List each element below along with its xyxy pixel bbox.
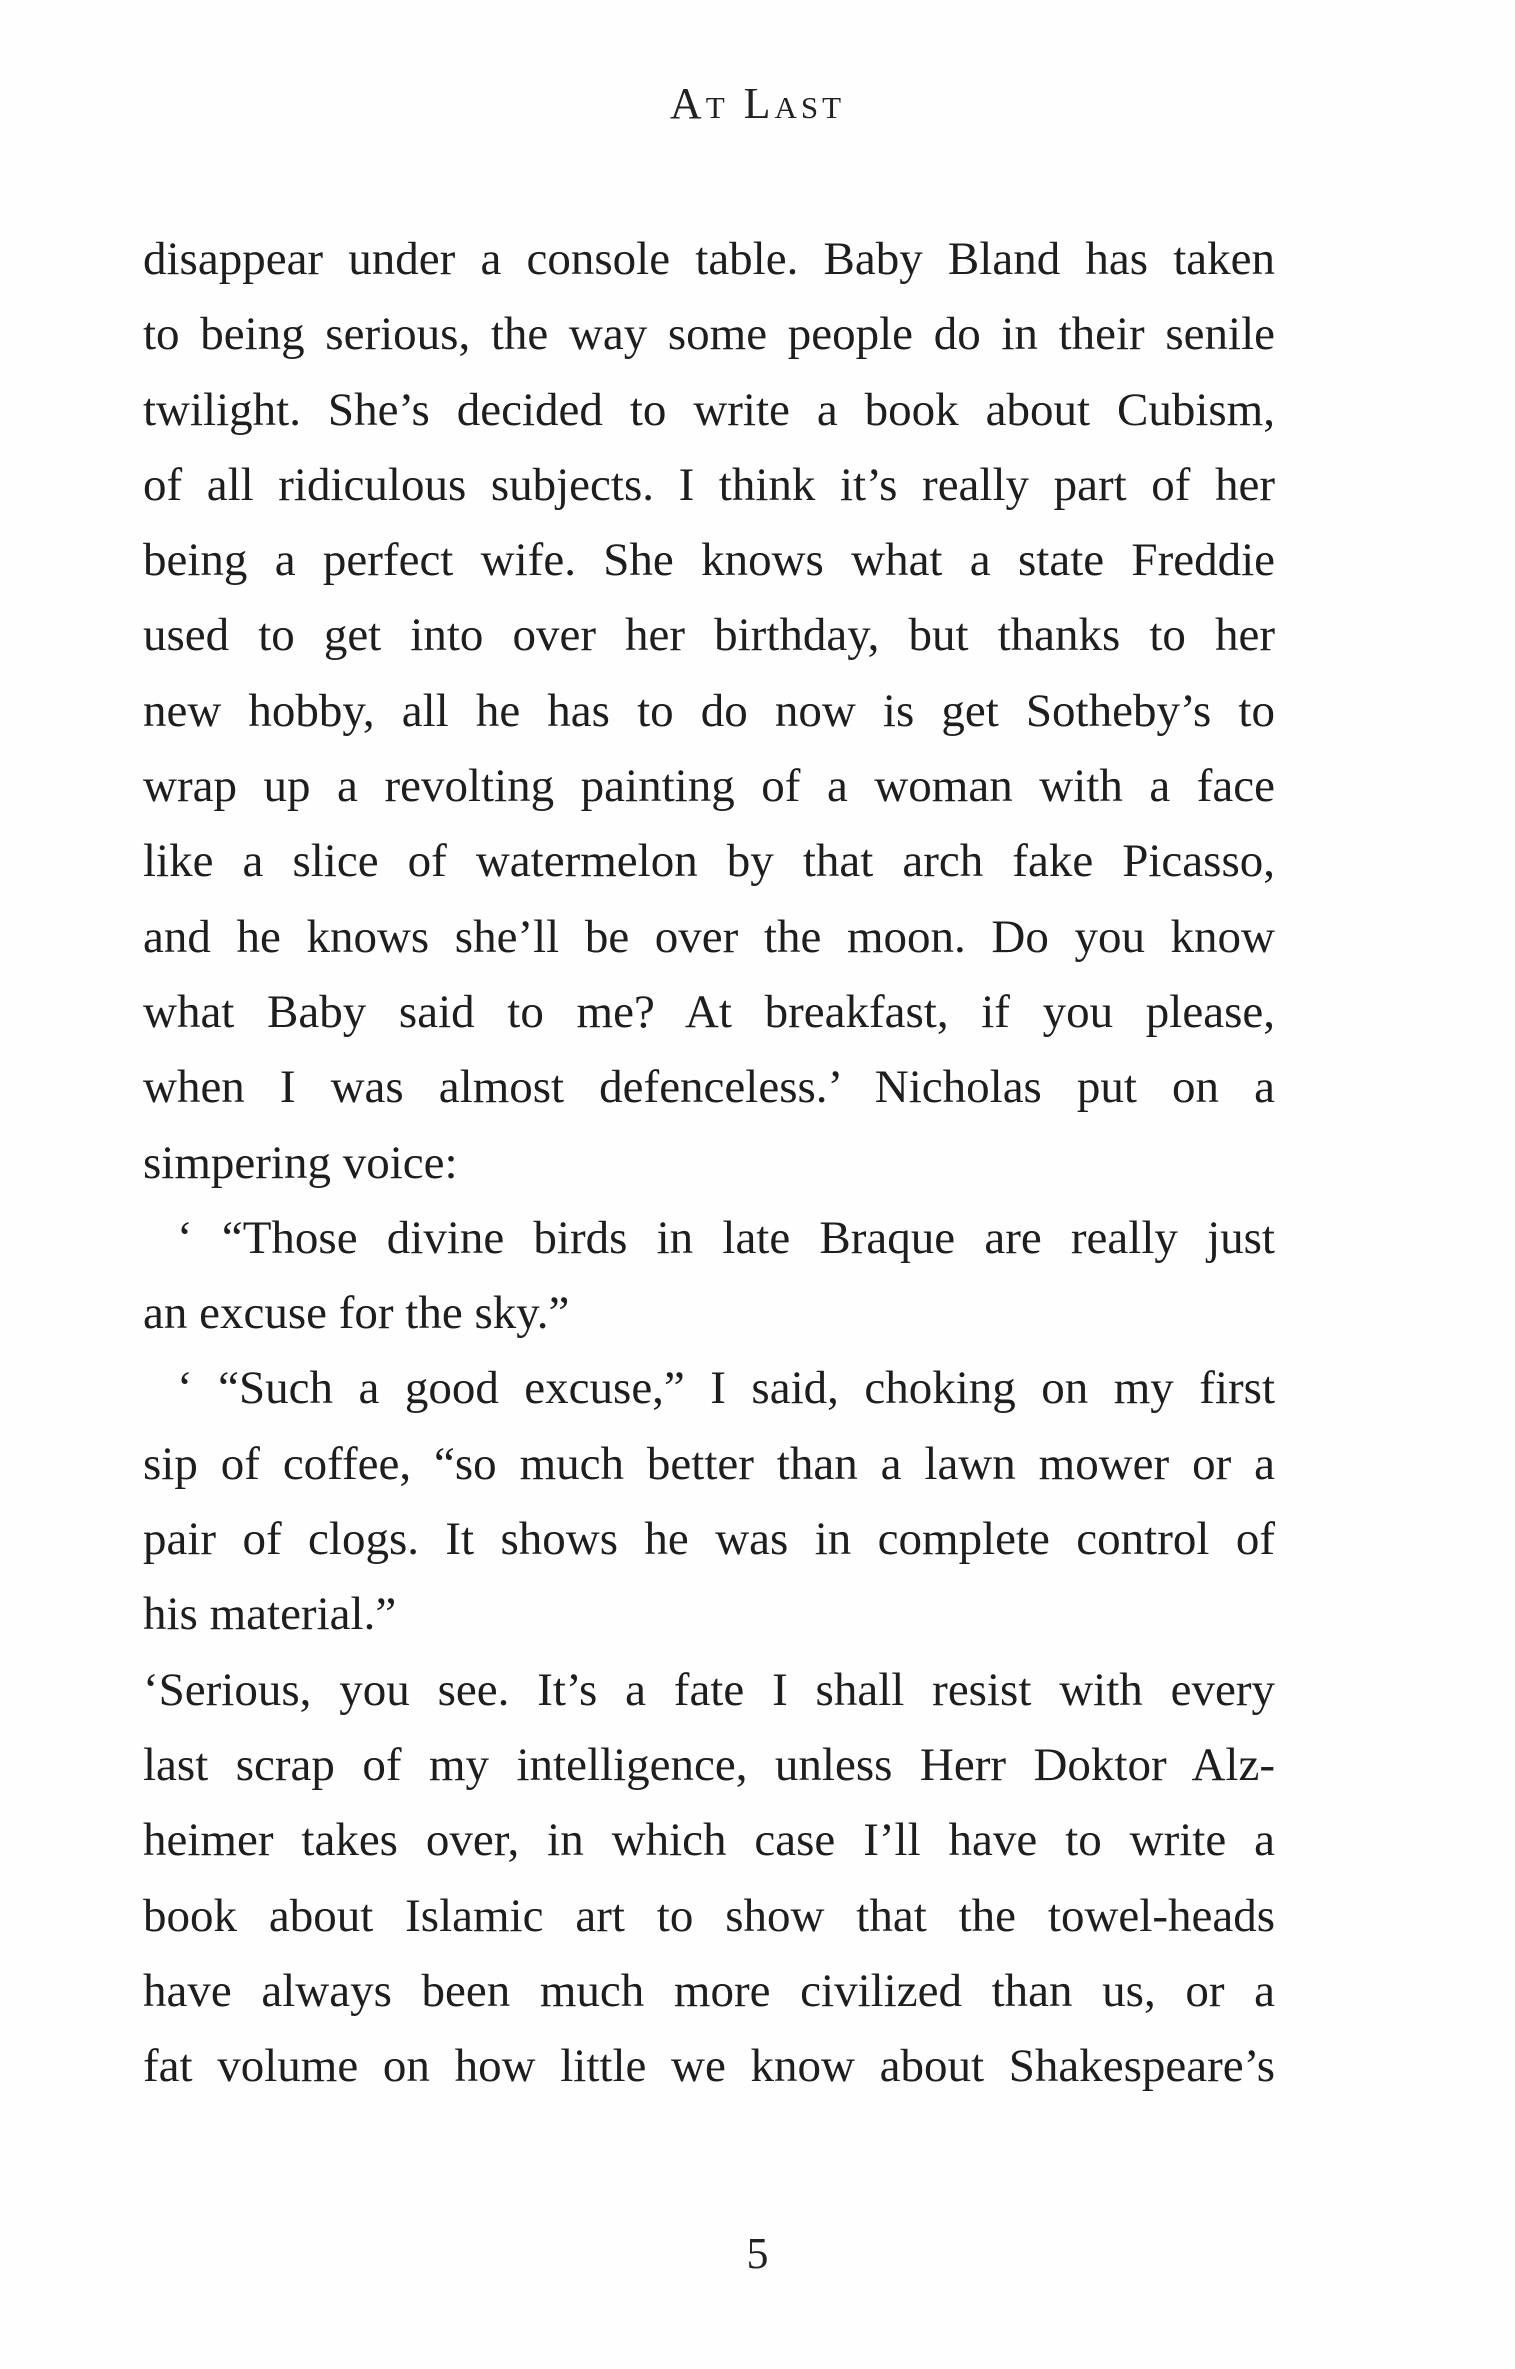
text-line: an excuse for the sky.” [143,1287,570,1340]
text-line: have always been much more civilized than us, or a [143,1964,1275,2017]
text-line: what Baby said to me? At breakfast, if you please, [143,985,1275,1038]
text-line: sip of coffee, “so much better than a lawn mower or a [143,1437,1275,1490]
text-line: ‘ “Such a good excuse,” I said, choking on my first [177,1362,1275,1415]
text-line: used to get into over her birthday, but thanks to her [143,609,1275,662]
text-line: ‘ “Those divine birds in late Braque are really just [177,1211,1275,1264]
text-line: fat volume on how little we know about Shakespeare’s [143,2040,1275,2093]
text-line: new hobby, all he has to do now is get Sotheby’s to [143,684,1275,737]
text-line: last scrap of my intelligence, unless Herr Doktor Alz- [143,1738,1275,1791]
text-line: like a slice of watermelon by that arch fake Picasso, [143,835,1275,888]
text-line: book about Islamic art to show that the towel-heads [143,1889,1275,1942]
text-line: his material.” [143,1588,397,1641]
text-line: of all ridiculous subjects. I think it’s really part of her [143,458,1275,511]
page-number: 5 [746,2229,769,2278]
text-line: wrap up a revolting painting of a woman with a face [143,760,1275,813]
text-line: heimer takes over, in which case I’ll have to write a [143,1814,1275,1867]
text-line: ‘Serious, you see. It’s a fate I shall resist with every [143,1663,1275,1716]
text-line: to being serious, the way some people do in their senile [143,308,1275,361]
text-line: disappear under a console table. Baby Bland has taken [143,233,1275,285]
text-line: when I was almost defenceless.’ Nicholas put on a [143,1061,1275,1114]
text-line: being a perfect wife. She knows what a state Freddie [143,534,1275,587]
text-line: pair of clogs. It shows he was in complete control of [143,1513,1275,1566]
body-text [143,222,1275,2104]
text-line: twilight. She’s decided to write a book about Cubism, [143,383,1275,436]
text-line: simpering voice: [143,1136,458,1189]
text-line: and he knows she’ll be over the moon. Do you know [143,910,1275,963]
running-head-title: At Last [669,79,846,128]
